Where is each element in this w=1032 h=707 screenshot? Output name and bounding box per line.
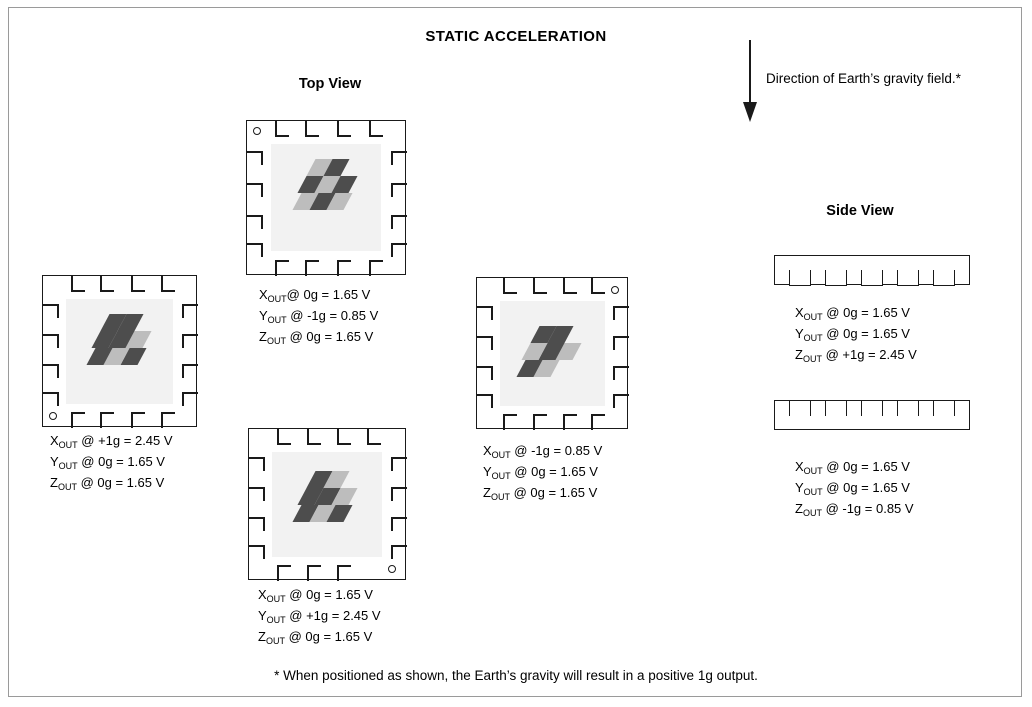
caption-line: $X_{OUT}$ @ 0g = 1.65 V bbox=[258, 587, 373, 604]
pin1-marker-icon bbox=[388, 565, 396, 573]
caption-line: $Y_{OUT}$ @ +1g = 2.45 V bbox=[258, 608, 381, 625]
chip-bottom-center bbox=[248, 428, 406, 580]
side-package-top bbox=[774, 255, 970, 285]
caption-line: $X_{OUT}$ @ -1g = 0.85 V bbox=[483, 443, 603, 460]
gravity-direction-note: Direction of Earth’s gravity field.* bbox=[766, 71, 961, 86]
sensor-die-icon bbox=[91, 314, 165, 384]
page-title: STATIC ACCELERATION bbox=[425, 28, 607, 45]
caption-line: $X_{OUT}$ @ 0g = 1.65 V bbox=[795, 459, 910, 476]
caption-line: $Y_{OUT}$ @ 0g = 1.65 V bbox=[795, 480, 910, 497]
caption-line: $Y_{OUT}$ @ 0g = 1.65 V bbox=[483, 464, 598, 481]
caption-line: $Z_{OUT}$ @ 0g = 1.65 V bbox=[258, 629, 373, 646]
pin1-marker-icon bbox=[49, 412, 57, 420]
sensor-die-icon bbox=[297, 159, 371, 229]
caption-top-center bbox=[259, 285, 378, 348]
caption-line: $Y_{OUT}$ @ 0g = 1.65 V bbox=[795, 326, 910, 343]
footnote: * When positioned as shown, the Earth’s gravity will result in a positive 1g output. bbox=[274, 668, 758, 683]
caption-line: $Z_{OUT}$ @ +1g = 2.45 V bbox=[795, 347, 917, 364]
caption-line: $Z_{OUT}$ @ 0g = 1.65 V bbox=[259, 329, 374, 346]
top-view-label: Top View bbox=[298, 76, 362, 92]
chip-left bbox=[42, 275, 197, 427]
caption-line: $Z_{OUT}$ @ 0g = 1.65 V bbox=[50, 475, 165, 492]
caption-right bbox=[483, 441, 602, 504]
caption-line: $X_{OUT}$ @ +1g = 2.45 V bbox=[50, 433, 173, 450]
pin1-marker-icon bbox=[611, 286, 619, 294]
sensor-die-icon bbox=[297, 471, 371, 541]
caption-line: $Y_{OUT}$ @ -1g = 0.85 V bbox=[259, 308, 379, 325]
caption-side-top bbox=[795, 303, 917, 366]
chip-right bbox=[476, 277, 628, 429]
chip-top-center bbox=[246, 120, 406, 275]
caption-side-bottom bbox=[795, 457, 914, 520]
caption-line: $X_{OUT}@$ 0g = 1.65 V bbox=[259, 287, 371, 304]
caption-line: $Z_{OUT}$ @ -1g = 0.85 V bbox=[795, 501, 914, 518]
caption-line: $X_{OUT}$ @ 0g = 1.65 V bbox=[795, 305, 910, 322]
sensor-die-icon bbox=[521, 326, 595, 396]
side-package-bottom bbox=[774, 400, 970, 430]
gravity-arrow-icon bbox=[736, 40, 764, 124]
caption-line: $Z_{OUT}$ @ 0g = 1.65 V bbox=[483, 485, 598, 502]
pin1-marker-icon bbox=[253, 127, 261, 135]
caption-left bbox=[50, 431, 173, 494]
caption-bottom-center bbox=[258, 585, 381, 648]
caption-line: $Y_{OUT}$ @ 0g = 1.65 V bbox=[50, 454, 165, 471]
side-view-label: Side View bbox=[826, 203, 894, 219]
